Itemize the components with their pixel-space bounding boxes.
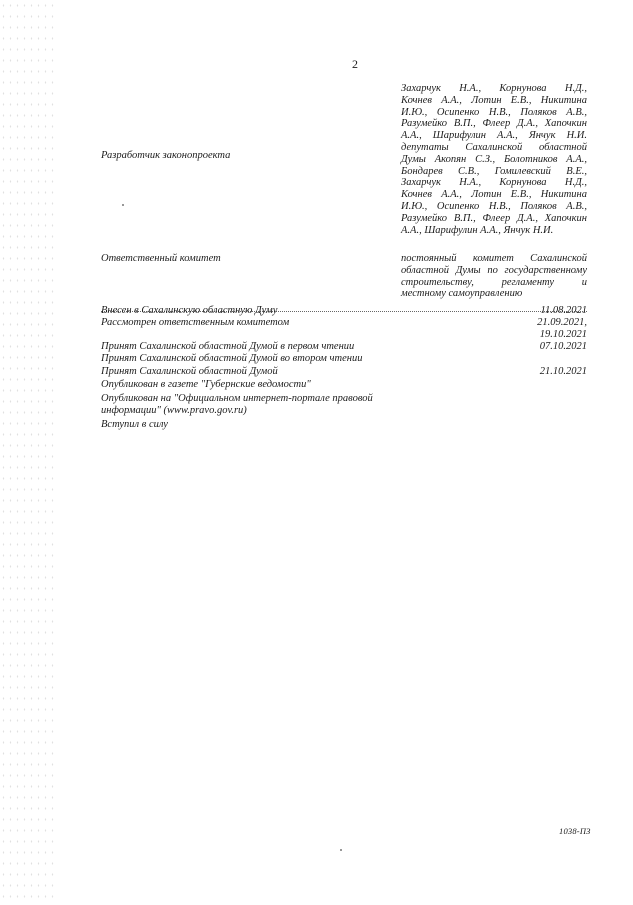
history-row [101,317,587,329]
history-row [101,353,587,365]
history-row [101,329,587,341]
history-label: Опубликован на "Официальном интернет-портале правовой [101,393,373,404]
history-row [101,393,587,405]
committee-line: местному самоуправлению [401,288,523,300]
history-date: 11.08.2021 [540,305,587,316]
developer-line: Захарчук Н.А., Корнунова Н.Д., [401,83,587,94]
history-label: Принят Сахалинской областной Думой [101,366,278,377]
developer-line: И.Ю., Осипенко Н.В., Поляков А.В., [401,106,587,118]
developer-line: Разумейко В.П., Флеер Д.А., Хапочкин [401,212,587,224]
history-label: Внесен в Сахалинскую областную Думу [101,305,278,316]
history-row [101,305,587,317]
scan-edge-noise [0,0,58,905]
history-row [101,341,587,353]
history-row [101,379,587,391]
developer-line: Захарчук Н.А., Корнунова Н.Д., [401,177,587,189]
history-date: 19.10.2021 [539,329,587,340]
committee-line: постоянный комитет Сахалинской [401,253,587,264]
history-label: Опубликован в газете "Губернские ведомости" [101,379,311,390]
history-row [101,405,587,417]
history-label: Вступил в силу [101,419,168,430]
developer-line: А.А., Шарифулин А.А., Янчук Н.И. [401,130,587,142]
developer-line: Кочнев А.А., Лотин Е.В., Никитина [401,189,587,201]
history-date: 21.09.2021, [537,317,587,328]
developer-line: депутаты Сахалинской областной [401,141,587,153]
developer-line: Разумейко В.П., Флеер Д.А., Хапочкин [401,118,587,130]
developer-label: Разработчик законопроекта [101,150,231,161]
history-label: Принят Сахалинской областной Думой в первом чтении [101,341,355,352]
developer-line: А.А., Шарифулин А.А., Янчук Н.И. [401,224,554,236]
history-label: Рассмотрен ответственным комитетом [101,317,290,328]
history-label: Принят Сахалинской областной Думой во втором чтении [101,353,363,364]
history-row [101,419,587,431]
scan-speck [340,849,342,851]
developer-line: Бондарев С.В., Гомилевский В.Е., [401,165,587,177]
developer-line: И.Ю., Осипенко Н.В., Поляков А.В., [401,200,587,212]
committee-line: областной Думы по государственному [401,264,587,276]
history-date: 07.10.2021 [539,341,587,352]
committee-text [401,253,587,300]
history-date: 21.10.2021 [539,366,587,377]
developer-line: Думы Акопян С.З., Болотников А.А., [401,153,587,165]
page-number: 2 [352,57,358,71]
scan-speck [122,204,124,206]
history-row [101,366,587,378]
developer-line: Кочнев А.А., Лотин Е.В., Никитина [401,94,587,106]
developer-text [401,83,587,236]
committee-line: строительству, регламенту и [401,276,587,288]
committee-label: Ответственный комитет [101,253,221,264]
history-label: информации" (www.pravo.gov.ru) [101,405,247,416]
document-code: 1038-ПЗ [559,826,591,836]
